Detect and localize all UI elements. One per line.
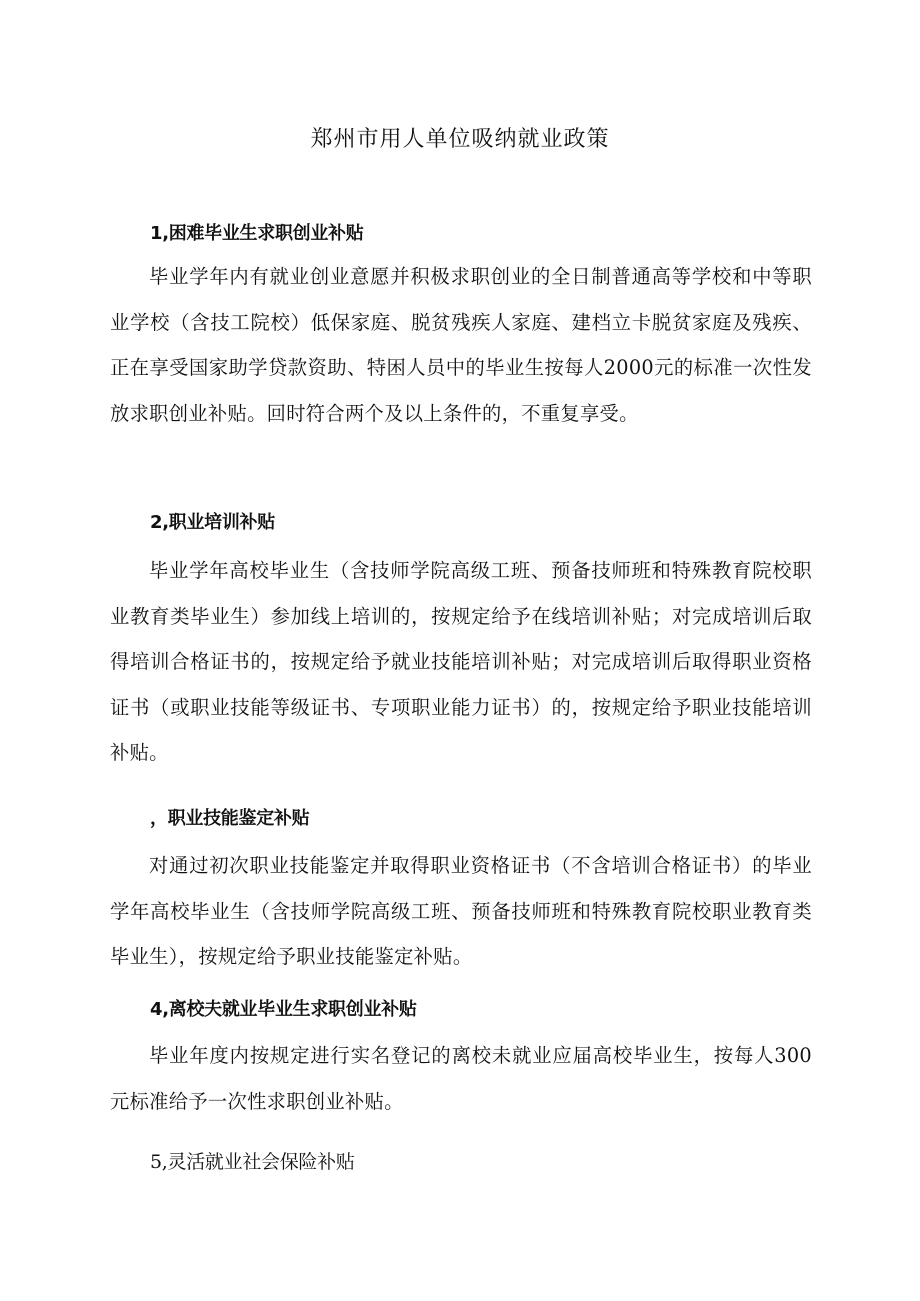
- section-heading-5: 5,灵活就业社会保险补贴: [150, 1151, 355, 1173]
- section-heading-2: 2,职业培训补贴: [150, 512, 275, 533]
- document-title: 郑州市用人单位吸纳就业政策: [310, 127, 610, 152]
- section-body-1: 毕业学年内有就业创业意愿并积极求职创业的全日制普通高等学校和中等职业学校（含技工院校）低保家庭、脱贫残疾人家庭、建档立卡脱贫家庭及残疾、正在享受国家助学贷款资助、特困人员中的毕业生按每人2000元的标准一次性发放求职创业补贴。回时符合两个及以上条件的，不重复享受。: [110, 265, 812, 425]
- section-body-2: 毕业学年高校毕业生（含技师学院高级工班、预备技师班和特殊教育院校职业教育类毕业生）参加线上培训的，按规定给予在线培训补贴；对完成培训后取得培训合格证书的，按规定给予就业技能培训补贴；对完成培训后取得职业资格证书（或职业技能等级证书、专项职业能力证书）的，按规定给予职业技能培训补贴。: [110, 559, 812, 764]
- section-body-4: 毕业年度内按规定进行实名登记的离校未就业应届高校毕业生，按每人300元标准给予一次性求职创业补贴。: [110, 1044, 812, 1113]
- section-body-3: 对通过初次职业技能鉴定并取得职业资格证书（不含培训合格证书）的毕业学年高校毕业生（含技师学院高级工班、预备技师班和特殊教育院校职业教育类毕业生），按规定给予职业技能鉴定补贴。: [110, 854, 812, 968]
- section-heading-4: 4,离校夫就业毕业生求职创业补贴: [150, 999, 417, 1020]
- section-heading-1: 1,困难毕业生求职创业补贴: [150, 223, 364, 244]
- section-heading-3: ，职业技能鉴定补贴: [150, 808, 310, 829]
